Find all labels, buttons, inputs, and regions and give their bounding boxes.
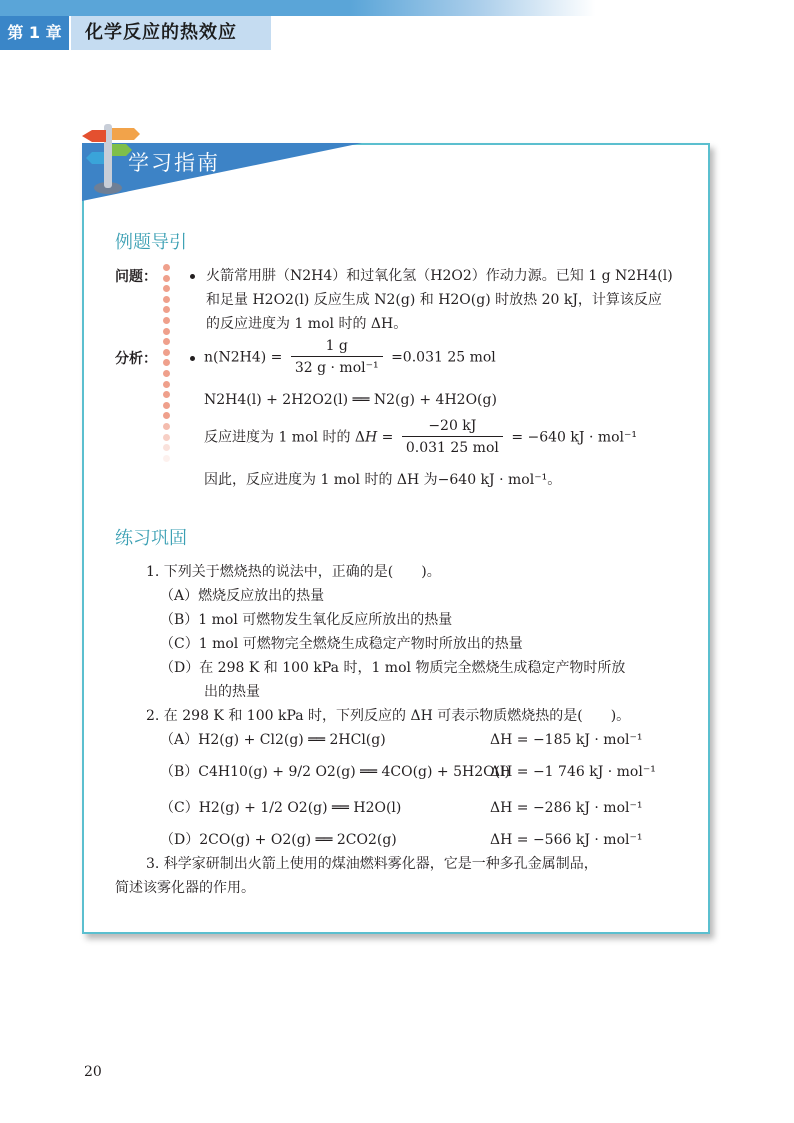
moles-lhs: n(N2H4) =: [204, 349, 283, 366]
fraction: $\frac{1 g}{\text{32 g · mol⁻¹}}$: [291, 336, 383, 379]
analysis-label: 分析：: [115, 351, 157, 367]
top-gradient-bar: [0, 0, 794, 16]
dotted-divider: [163, 264, 173, 474]
practice-section-title: 练习巩固: [115, 528, 187, 549]
option-label: （A）: [160, 732, 199, 748]
reaction-equation: N2H4(l) + 2H2O2(l) ══ N2(g) + 4H2O(g): [204, 392, 497, 408]
example-section-title: 例题导引: [115, 232, 187, 253]
analysis-line-3: 反应进度为 1 mol 时的 ΔH = $\frac{-20 kJ}{\text{0.031 25 mol}}$ = −640 kJ · mol⁻¹: [204, 416, 637, 459]
q2-option-a-dh: ΔH = −185 kJ · mol⁻¹: [490, 732, 643, 748]
page-number: 20: [84, 1064, 102, 1080]
banner-title: 学习指南: [128, 151, 220, 175]
option-reaction: H2(g) + 1/2 O2(g) ══ H2O(l): [198, 800, 402, 816]
q1-option-a: （A）燃烧反应放出的热量: [160, 588, 325, 604]
option-reaction: H2(g) + Cl2(g) ══ 2HCl(g): [198, 732, 386, 748]
q1-stem: 1. 下列关于燃烧热的说法中，正确的是( )。: [146, 564, 441, 580]
option-reaction: C4H10(g) + 9/2 O2(g) ══ 4CO(g) + 5H2O(l): [198, 764, 510, 780]
fraction: $\frac{-20 kJ}{\text{0.031 25 mol}}$: [402, 416, 503, 459]
q2-option-c-dh: ΔH = −286 kJ · mol⁻¹: [490, 800, 643, 816]
line3-prefix: 反应进度为 1 mol 时的: [204, 429, 351, 446]
q1-option-b: （B）1 mol 可燃物发生氧化反应所放出的热量: [160, 612, 453, 628]
q2-option-b-dh: ΔH = −1 746 kJ · mol⁻¹: [490, 764, 656, 780]
q2-option-a: [160, 728, 386, 752]
question-label: 问题：: [115, 269, 157, 285]
q3-line-2: 简述该雾化器的作用。: [115, 880, 255, 896]
question-line-1: 火箭常用肼（N2H4）和过氧化氢（H2O2）作动力源。已知 1 g N2H4(l): [206, 268, 673, 284]
chapter-number: 第 1 章: [0, 16, 69, 50]
q2-option-c: [160, 796, 401, 820]
option-label: （D）: [160, 832, 200, 848]
option-label: （B）: [160, 764, 199, 780]
question-line-2: 和足量 H2O2(l) 反应生成 N2(g) 和 H2O(g) 时放热 20 kJ，计算该反应: [206, 292, 662, 308]
question-line-3: 的反应进度为 1 mol 时的 ΔH。: [206, 316, 408, 332]
moles-result: =0.031 25 mol: [391, 349, 496, 366]
conclusion: 因此，反应进度为 1 mol 时的 ΔH 为−640 kJ · mol⁻¹。: [204, 472, 562, 488]
q3-line-1: 3. 科学家研制出火箭上使用的煤油燃料雾化器，它是一种多孔金属制品，: [146, 856, 598, 872]
q1-option-c: （C）1 mol 可燃物完全燃烧生成稳定产物时所放出的热量: [160, 636, 523, 652]
q2-option-d: [160, 828, 397, 852]
q2-stem: 2. 在 298 K 和 100 kPa 时，下列反应的 ΔH 可表示物质燃烧热的是( )。: [146, 708, 631, 724]
bullet: [190, 274, 195, 279]
option-label: （C）: [160, 800, 199, 816]
q2-option-d-dh: ΔH = −566 kJ · mol⁻¹: [490, 832, 643, 848]
bullet: [190, 356, 195, 361]
chapter-title: 化学反应的热效应: [71, 16, 271, 50]
q2-option-b: [160, 760, 510, 784]
option-reaction: 2CO(g) + O2(g) ══ 2CO2(g): [199, 832, 397, 848]
analysis-line-1: [204, 336, 496, 379]
line3-result: = −640 kJ · mol⁻¹: [511, 429, 638, 446]
q1-option-d: （D）在 298 K 和 100 kPa 时，1 mol 物质完全燃烧生成稳定产物时所放: [160, 660, 626, 676]
q1-option-d-cont: 出的热量: [204, 684, 260, 700]
